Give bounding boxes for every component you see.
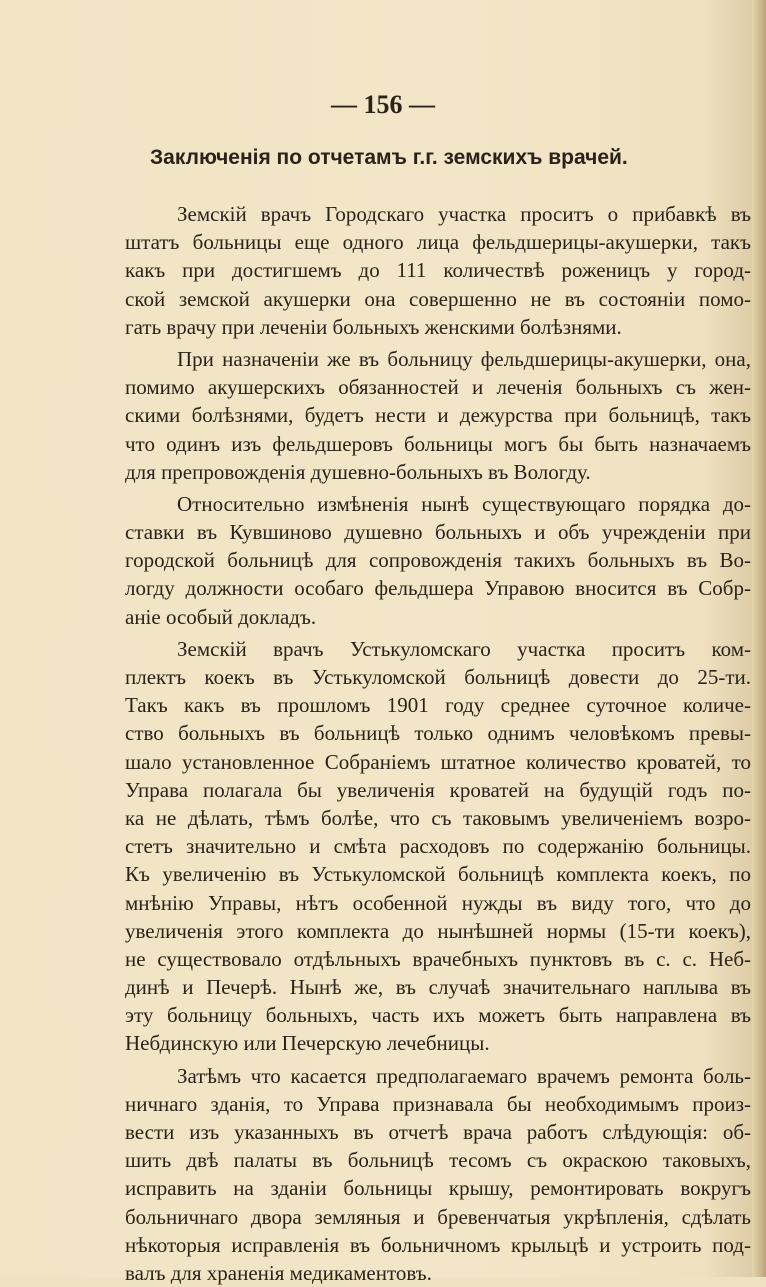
text-line: аніе особый докладъ. bbox=[125, 604, 317, 629]
text-line: Такъ какъ въ прошломъ 1901 году среднее суточное количе- bbox=[125, 693, 751, 718]
section-heading: Заключенія по отчетамъ г.г. земскихъ врачей. bbox=[150, 146, 628, 169]
text-line: мнѣнію Управы, нѣтъ особенной нужды въ виду того, что до bbox=[125, 890, 751, 915]
text-line: не существовало отдѣльныхъ врачебныхъ пунктовъ въ с. с. Неб- bbox=[125, 946, 751, 971]
paragraph bbox=[125, 1062, 751, 1287]
text-line: Управа полагала бы увеличенія кроватей на будущій годъ по- bbox=[125, 777, 751, 802]
text-line: нѣкоторыя исправленія въ больничномъ крыльцѣ и устроить под- bbox=[125, 1232, 751, 1257]
text-line: ставки въ Кувшиново душевно больныхъ и объ учрежденіи при bbox=[125, 520, 751, 545]
text-line: При назначеніи же въ больницу фельдшерицы-акушерки, она, bbox=[177, 346, 751, 371]
text-line: стетъ значительно и смѣта расходовъ по содержанію больницы. bbox=[125, 834, 751, 859]
page-edge bbox=[752, 0, 766, 1277]
paragraph bbox=[125, 345, 751, 486]
text-line: вести изъ указанныхъ въ отчетѣ врача работъ слѣдующія: об- bbox=[125, 1120, 751, 1144]
text-line: помимо акушерскихъ обязанностей и леченія больныхъ съ жен- bbox=[125, 375, 751, 400]
text-line: больничнаго двора земляныя и бревенчатыя укрѣпленія, сдѣлать bbox=[125, 1204, 751, 1229]
text-line: скими болѣзнями, будетъ нести и дежурства при больницѣ, такъ bbox=[125, 403, 751, 428]
text-line: городской больницѣ для сопровожденія такихъ больныхъ въ Во- bbox=[125, 548, 751, 573]
text-line: для препровожденія душевно-больныхъ въ Вологду. bbox=[125, 459, 591, 484]
body-text bbox=[125, 200, 751, 1287]
text-line: гать врачу при леченіи больныхъ женскими болѣзнями. bbox=[125, 314, 622, 339]
text-line: валъ для храненія медикаментовъ. bbox=[125, 1260, 432, 1285]
text-line: ство больныхъ въ больницѣ только однимъ человѣкомъ превы- bbox=[125, 721, 751, 746]
text-line: что одинъ изъ фельдшеровъ больницы могъ бы быть назначаемъ bbox=[125, 431, 751, 456]
text-line: исправить на зданіи больницы крышу, ремонтировать вокругъ bbox=[125, 1176, 751, 1201]
text-line: какъ при достигшемъ до 111 количествѣ роженицъ у город- bbox=[125, 258, 751, 283]
text-line: Земскій врачъ Городскаго участка проситъ о прибавкѣ въ bbox=[177, 202, 751, 226]
text-line: Земскій врачъ Устькуломскаго участка проситъ ком- bbox=[177, 636, 751, 661]
text-line: ничнаго зданія, то Управа признавала бы необходимымъ произ- bbox=[125, 1091, 751, 1116]
text-line: Небдинскую или Печерскую лечебницы. bbox=[125, 1031, 490, 1056]
text-line: Относительно измѣненія нынѣ существующаго порядка до- bbox=[177, 491, 751, 516]
text-line: плектъ коекъ въ Устькуломской больницѣ довести до 25-ти. bbox=[125, 665, 751, 689]
text-line: штатъ больницы еще одного лица фельдшерицы-акушерки, такъ bbox=[125, 230, 751, 255]
page-number: — 156 — bbox=[331, 90, 435, 119]
text-line: ской земской акушерки она совершенно не въ состояніи помо- bbox=[125, 286, 751, 311]
paragraph bbox=[125, 200, 751, 341]
text-line: динѣ и Печерѣ. Нынѣ же, въ случаѣ значительнаго наплыва въ bbox=[125, 975, 751, 1000]
paragraph bbox=[125, 490, 751, 631]
text-line: логду должности особаго фельдшера Управою вносится въ Собр- bbox=[125, 576, 751, 601]
text-line: Къ увеличенію въ Устькуломской больницѣ комплекта коекъ, по bbox=[125, 862, 751, 887]
text-line: увеличенія этого комплекта до нынѣшней нормы (15-ти коекъ), bbox=[125, 918, 751, 943]
text-line: шить двѣ палаты въ больницѣ тесомъ съ окраскою таковыхъ, bbox=[125, 1148, 751, 1173]
paragraph bbox=[125, 635, 751, 1058]
text-line: ка не дѣлать, тѣмъ болѣе, что съ таковымъ увеличеніемъ возро- bbox=[125, 805, 751, 830]
text-line: шало установленное Собраніемъ штатное количество кроватей, то bbox=[125, 749, 751, 774]
text-line: эту больницу больныхъ, часть ихъ можетъ быть направлена въ bbox=[125, 1003, 751, 1028]
text-line: Затѣмъ что касается предполагаемаго врачемъ ремонта боль- bbox=[177, 1063, 751, 1088]
